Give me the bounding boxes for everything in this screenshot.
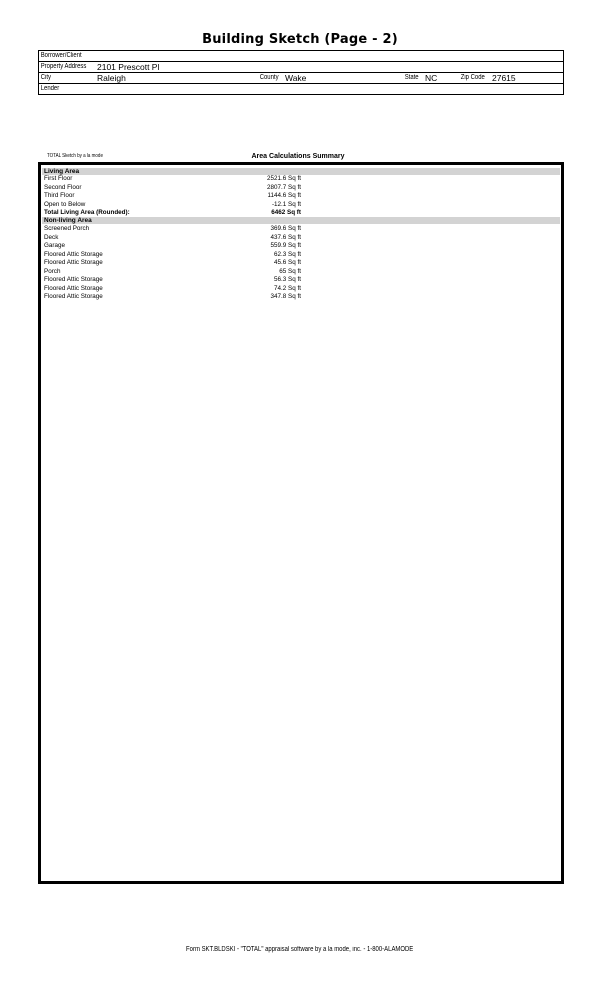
list-item-label: Garage	[44, 242, 66, 249]
list-item-label: Third Floor	[44, 192, 75, 199]
list-item-label: Floored Attic Storage	[44, 293, 103, 300]
list-item-label: Screened Porch	[44, 225, 90, 232]
list-item-label: Floored Attic Storage	[44, 284, 103, 292]
list-item-value: 74.2 Sq ft	[274, 284, 301, 292]
list-item-value: 45.6 Sq ft	[274, 259, 301, 266]
county-label: County	[259, 74, 279, 81]
property-info-table	[38, 50, 564, 95]
list-item-value: 559.9 Sq ft	[270, 242, 301, 249]
list-item-label: Open to Below	[44, 200, 86, 208]
address-row	[39, 62, 563, 73]
address-label: Property Address	[40, 63, 87, 70]
list-item-label: First Floor	[44, 175, 73, 182]
city-label: City	[40, 74, 51, 81]
area-summary-frame	[38, 162, 564, 884]
list-item-value: 437.6 Sq ft	[270, 233, 301, 241]
form-footer	[0, 946, 600, 953]
city-row	[39, 73, 563, 84]
list-item-value: 65 Sq ft	[279, 267, 301, 275]
summary-title: Area Calculations Summary	[251, 153, 345, 160]
list-item-label: Second Floor	[44, 183, 82, 191]
page-title: Building Sketch (Page - 2)	[202, 32, 398, 47]
list-item-value: 62.3 Sq ft	[274, 250, 301, 258]
lender-label: Lender	[40, 85, 60, 92]
list-item-value: 369.6 Sq ft	[270, 225, 301, 232]
list-item-label: Floored Attic Storage	[44, 250, 103, 258]
address-value: 2101 Prescott Pl	[97, 62, 160, 72]
living-area-header: Living Area	[42, 168, 560, 175]
state-value: NC	[425, 73, 438, 83]
list-item-value: 1144.6 Sq ft	[267, 192, 301, 199]
zip-value: 27615	[492, 73, 516, 83]
list-item-value: 56.3 Sq ft	[274, 276, 301, 283]
list-item-label: Floored Attic Storage	[44, 276, 103, 283]
county-value: Wake	[285, 73, 307, 83]
total-living-label: Total Living Area (Rounded):	[44, 208, 130, 216]
list-item-value: -12.1 Sq ft	[271, 200, 301, 208]
city-value: Raleigh	[97, 73, 126, 83]
list-item-value: 347.8 Sq ft	[270, 293, 301, 300]
zip-label: Zip Code	[460, 74, 485, 81]
total-living-value: 6462 Sq ft	[271, 208, 301, 216]
borrower-row	[39, 51, 563, 62]
sketch-credit: TOTAL Sketch by a la mode	[47, 153, 103, 159]
list-item-label: Deck	[44, 233, 59, 241]
list-item-label: Porch	[44, 267, 61, 275]
footer-text: Form SKT.BLDSKI - "TOTAL" appraisal software by a la mode, inc. - 1-800-ALAMODE	[186, 946, 414, 953]
summary-title-wrap	[0, 153, 600, 160]
list-item-label: Floored Attic Storage	[44, 259, 103, 266]
borrower-label: Borrower/Client	[40, 52, 82, 59]
lender-row	[39, 84, 563, 94]
state-label: State	[404, 74, 419, 81]
list-item-value: 2521.6 Sq ft	[267, 175, 301, 182]
non-living-area-header: Non-living Area	[42, 217, 560, 224]
list-item-value: 2807.7 Sq ft	[267, 183, 301, 191]
